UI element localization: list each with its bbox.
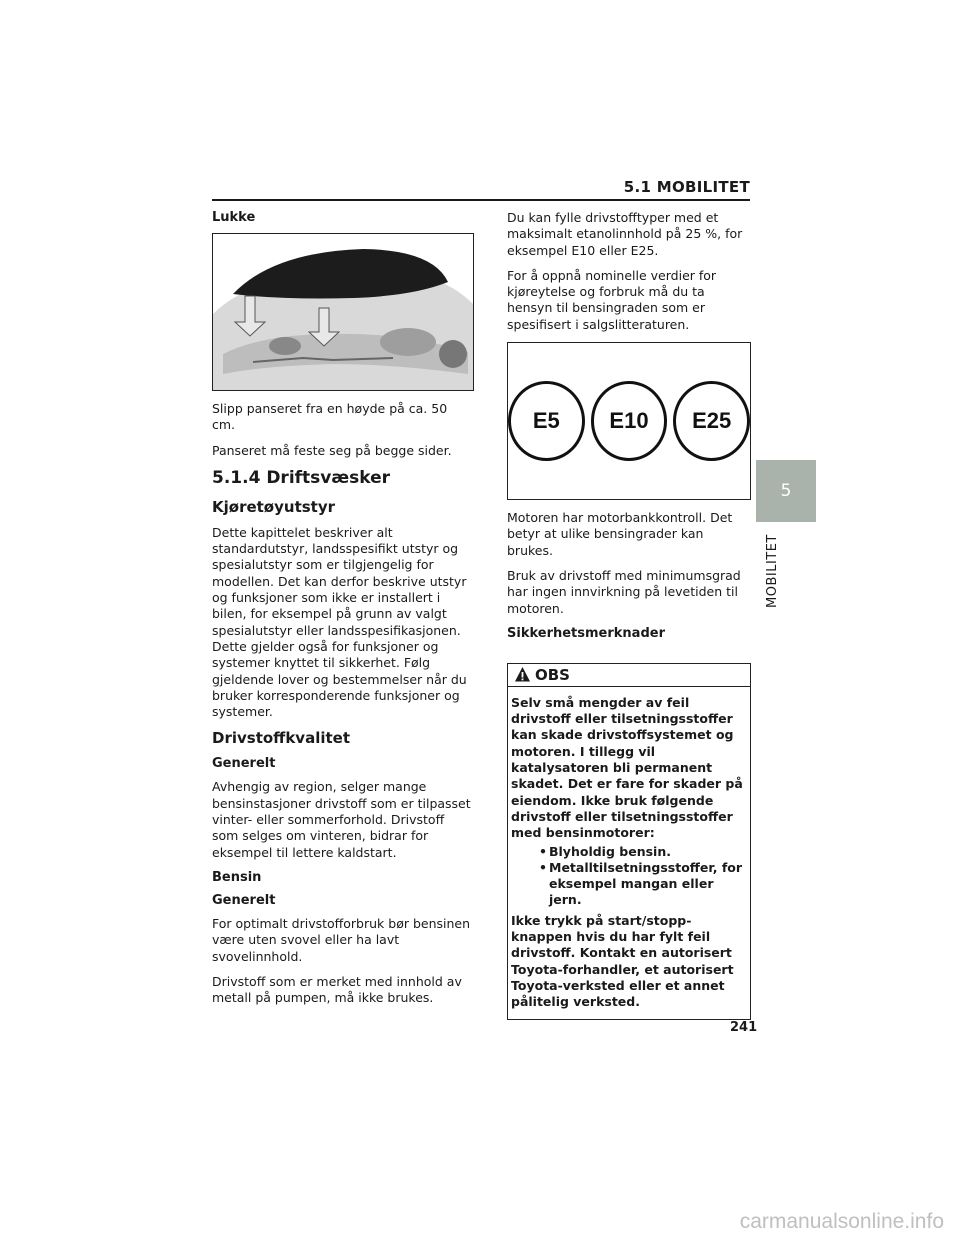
notice-intro: Selv små mengder av feil drivstoff eller tilsetningsstoffer kan skade drivstoffsystemet og motoren. I tillegg vil katalysatoren bli permanent skadet. Det er fare for skader på eiendom. Ikke bruk følgende drivstoff eller tilsetningsstoffer med bensinmotorer:	[511, 694, 743, 841]
hood-closing-illustration	[212, 233, 474, 391]
section-header-title: 5.1 MOBILITET	[623, 178, 750, 196]
heading-general-2: Generelt	[212, 892, 276, 908]
heading-vehicle-equipment: Kjøretøyutstyr	[212, 497, 336, 516]
notice-outro: Ikke trykk på start/stopp-knappen hvis du har fylt feil drivstoff. Kontakt en autorisert Toyota-forhandler, et autorisert Toyota-verksted eller et annet pålitelig verksted.	[511, 912, 734, 1010]
right-column	[507, 210, 751, 1020]
notice-body	[508, 687, 750, 1019]
chapter-tab-label: MOBILITET	[765, 534, 780, 608]
para-ethanol: Du kan fylle drivstofftyper med et maksimalt etanolinnhold på 25 %, for eksempel E10 eller E25.	[507, 210, 743, 258]
chapter-tab	[756, 460, 816, 522]
fuel-grade-illustration	[507, 342, 751, 500]
fuel-badge-e10: E10	[591, 381, 668, 461]
watermark: carmanualsonline.info	[739, 1210, 944, 1233]
fuel-badge-e25: E25	[673, 381, 750, 461]
para-minimum-grade: Bruk av drivstoff med minimumsgrad har ingen innvirkning på levetiden til motoren.	[507, 567, 741, 616]
page-number: 241	[730, 1020, 758, 1035]
heading-close: Lukke	[212, 210, 256, 225]
fuel-badges	[508, 381, 750, 461]
para-knock-control: Motoren har motorbankkontroll. Det betyr at ulike bensingrader kan brukes.	[507, 510, 733, 558]
header-divider	[212, 199, 750, 201]
heading-fuel-quality: Drivstoffkvalitet	[212, 729, 350, 748]
notice-title: OBS	[535, 665, 570, 684]
left-column	[212, 210, 474, 1015]
heading-operating-fluids: 5.1.4 Driftsvæsker	[212, 467, 391, 488]
notice-header	[508, 664, 750, 687]
heading-safety-notes: Sikkerhetsmerknader	[507, 625, 665, 641]
para-both-sides: Panseret må feste seg på begge sider.	[212, 442, 452, 458]
notice-list-item: • Metalltilsetningsstoffer, for eksempel mangan eller jern.	[539, 860, 748, 909]
heading-general-1: Generelt	[212, 756, 276, 772]
para-general-2: For optimalt drivstofforbruk bør bensinen være uten svovel eller ha lavt svovelinnhold.	[212, 915, 471, 964]
warning-icon	[514, 666, 531, 683]
notice-list	[511, 844, 748, 909]
para-general-1: Avhengig av region, selger mange bensinstasjoner drivstoff som er tilpasset vinter- eller sommerforhold. Drivstoff som selges om vinteren, bidrar for eksempel til lettere kaldstart.	[212, 779, 471, 860]
para-vehicle-equipment: Dette kapittelet beskriver alt standardutstyr, landsspesifikt utstyr og spesialutstyr som er tilgjengelig for modellen. Det kan derfor beskrive utstyr og funksjoner som ikke er installert i bilen, for eksempel på grunn av valgt spesialutstyr eller landsspesifikasjonen. Dette gjelder også for funksjoner og systemer knyttet til sikkerhet. Følg gjeldende lover og bestemmelser når du bruker korresponderende funksjoner og systemer.	[212, 524, 467, 720]
fuel-badge-e5: E5	[508, 381, 585, 461]
chapter-tab-number: 5	[780, 481, 792, 501]
heading-petrol: Bensin	[212, 869, 262, 885]
para-drop-height: Slipp panseret fra en høyde på ca. 50 cm.	[212, 401, 448, 433]
notice-list-item: • Blyholdig bensin.	[539, 844, 748, 860]
para-nominal-values: For å oppnå nominelle verdier for kjøreytelse og forbruk må du ta hensyn til bensingraden som er spesifisert i salgslitteraturen.	[507, 267, 717, 332]
notice-box	[507, 663, 751, 1020]
para-metal-content: Drivstoff som er merket med innhold av metall på pumpen, må ikke brukes.	[212, 973, 462, 1006]
